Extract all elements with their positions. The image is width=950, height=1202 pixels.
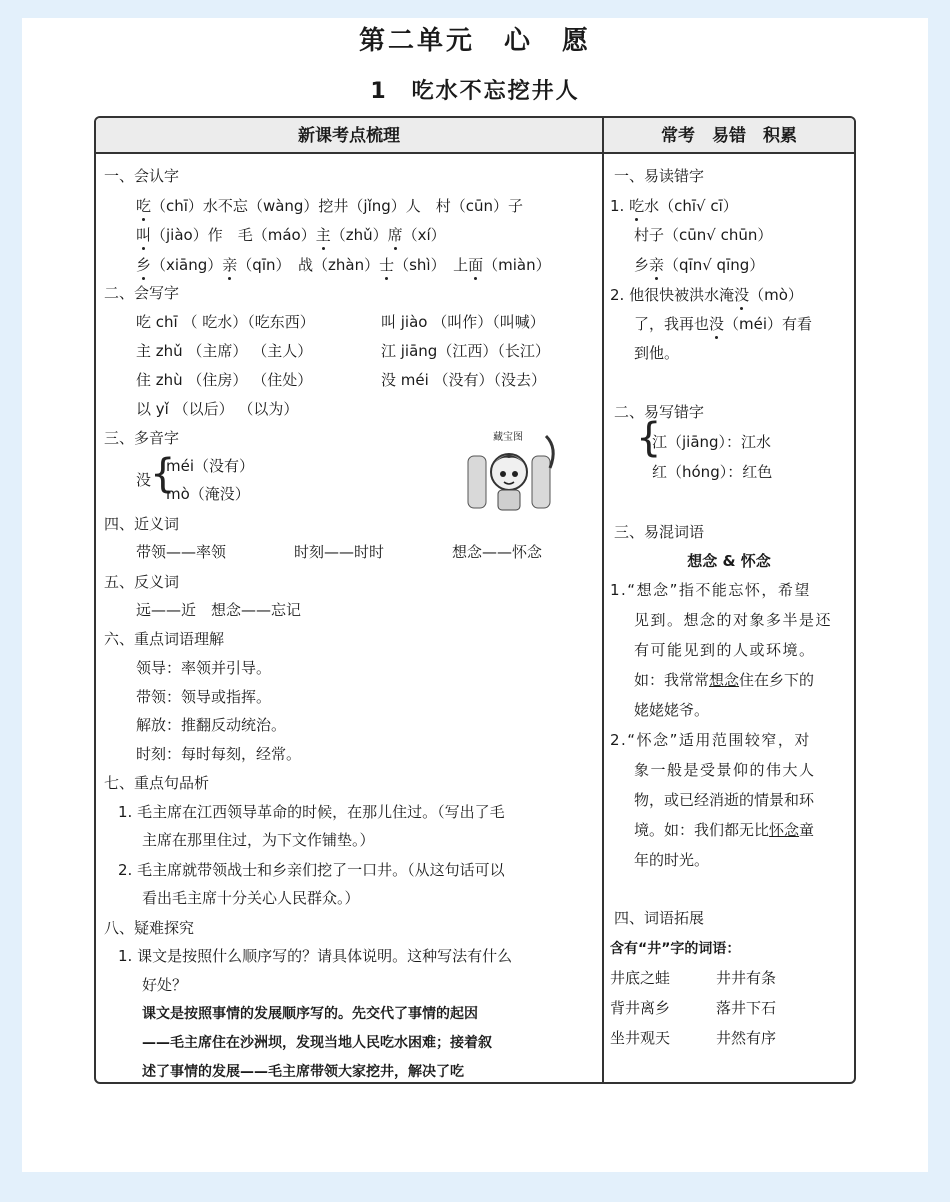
section-key-words-heading: 六、重点词语理解: [104, 630, 225, 648]
brace-icon: {: [150, 451, 176, 497]
idiom-item: 坐井观天: [610, 1029, 671, 1047]
confusing-para-2-example: 境。如：我们都无比怀念童: [634, 821, 815, 839]
confusing-subheading: 想念 & 怀念: [687, 552, 771, 570]
synonym-pair: 时刻——时时: [294, 543, 385, 561]
right-column-header: 常考 易错 积累: [604, 118, 854, 154]
mascot-label: 藏宝图: [493, 432, 523, 443]
inquiry-answer-line: 课文是按照事情的发展顺序写的。先交代了事情的起因: [142, 1006, 478, 1022]
sentence-item-2: 2. 毛主席就带领战士和乡亲们挖了一口井。（从这句话可以: [118, 861, 505, 879]
section-expand-heading: 四、词语拓展: [614, 909, 705, 927]
confusing-para-2: 物，或已经消逝的情景和环: [634, 791, 815, 809]
inquiry-answer-line: ——毛主席住在沙洲坝，发现当地人民吃水困难；接着叙: [142, 1035, 492, 1051]
section-confusing-heading: 三、易混词语: [614, 523, 705, 541]
section-polyphone-heading: 三、多音字: [104, 429, 180, 447]
section-inquiry-heading: 八、疑难探究: [104, 919, 195, 937]
section-write-heading: 二、会写字: [104, 284, 180, 302]
miswrite-item: 江（jiāng）：江水: [652, 433, 772, 451]
polyphone-reading-2: mò（淹没）: [166, 485, 250, 503]
inquiry-question-cont: 好处？: [142, 976, 188, 994]
section-miswrite-heading: 二、易写错字: [614, 403, 705, 421]
write-item: 没 méi （没有）（没去）: [381, 371, 547, 389]
left-column-header: 新课考点梳理: [96, 118, 602, 154]
miswrite-item: 红（hóng）：红色: [652, 463, 773, 481]
key-word-item: 解放：推翻反动统治。: [136, 716, 287, 734]
synonym-pair: 想念——怀念: [452, 543, 543, 561]
write-item: 主 zhǔ （主席） （主人）: [136, 342, 313, 360]
lesson-title: 1 吃水不忘挖井人: [370, 79, 580, 104]
misread-sentence-end: 到他。: [634, 344, 680, 362]
section-antonym-heading: 五、反义词: [104, 573, 180, 591]
brace-icon: {: [636, 415, 662, 461]
treasure-map-mascot-icon: [462, 426, 562, 516]
confusing-para-1: 有可能见到的人或环境。: [634, 641, 816, 659]
sentence-item-1: 1. 毛主席在江西领导革命的时候，在那儿住过。（写出了毛: [118, 803, 505, 821]
unit-title: 第二单元 心 愿: [358, 26, 591, 56]
idiom-item: 井然有序: [716, 1029, 777, 1047]
write-item: 江 jiāng（江西）（长江）: [381, 342, 550, 360]
key-word-item: 带领：领导或指挥。: [136, 688, 272, 706]
sentence-item-1-note: 主席在那里住过，为下文作铺垫。）: [142, 831, 375, 849]
misread-sentence-cont: 了，我再也没（méi）有看: [634, 315, 813, 333]
recognize-row-1: 吃（chī）水不忘（wàng）挖井（jǐng）人 村（cūn）子: [136, 197, 524, 215]
inquiry-question: 1. 课文是按照什么顺序写的？请具体说明。这种写法有什么: [118, 947, 513, 965]
write-item: 叫 jiào （叫作）（叫喊）: [381, 313, 545, 331]
summary-table: [94, 116, 856, 1084]
antonym-pairs: 远——近 想念——忘记: [136, 601, 302, 619]
confusing-para-2-end: 年的时光。: [634, 851, 710, 869]
section-sentence-heading: 七、重点句品析: [104, 774, 210, 792]
confusing-para-1-example: 如：我常常想念住在乡下的: [634, 671, 815, 689]
key-word-item: 时刻：每时每刻，经常。: [136, 745, 302, 763]
sentence-item-2-note: 看出毛主席十分关心人民群众。）: [142, 889, 360, 907]
polyphone-char: 没: [136, 471, 152, 489]
idiom-item: 落井下石: [716, 999, 777, 1017]
idiom-item: 井井有条: [716, 969, 777, 987]
section-misread-heading: 一、易读错字: [614, 167, 705, 185]
confusing-para-1: 1.“想念”指不能忘怀，希望: [610, 581, 811, 599]
key-word-item: 领导：率领并引导。: [136, 659, 272, 677]
misread-item-1: 1. 吃水（chī√ cī）: [610, 197, 738, 215]
confusing-para-2: 2.“怀念”适用范围较窄，对: [610, 731, 811, 749]
recognize-row-3: 乡（xiāng）亲（qīn） 战（zhàn）士（shì） 上面（miàn）: [136, 256, 551, 274]
recognize-row-2: 叫（jiào）作 毛（máo）主（zhǔ）席（xí）: [136, 226, 446, 244]
column-divider: [602, 118, 604, 1082]
write-item: 住 zhù （住房） （住处）: [136, 371, 313, 389]
misread-item-3: 乡亲（qīn√ qīng）: [634, 256, 765, 274]
write-item: 以 yǐ （以后） （以为）: [136, 400, 299, 418]
misread-sentence: 2. 他很快被洪水淹没（mò）: [610, 286, 803, 304]
write-item: 吃 chī （ 吃水）（吃东西）: [136, 313, 315, 331]
section-synonym-heading: 四、近义词: [104, 515, 180, 533]
idiom-item: 井底之蛙: [610, 969, 671, 987]
confusing-para-2: 象一般是受景仰的伟大人: [634, 761, 816, 779]
inquiry-answer-line: 述了事情的发展——毛主席带领大家挖井，解决了吃: [142, 1064, 464, 1080]
synonym-pair: 带领——率领: [136, 543, 227, 561]
expand-subheading: 含有“井”字的词语：: [610, 941, 741, 957]
section-recognize-heading: 一、会认字: [104, 167, 180, 185]
misread-item-2: 村子（cūn√ chūn）: [634, 226, 773, 244]
polyphone-reading-1: méi（没有）: [166, 457, 255, 475]
confusing-para-1-end: 姥姥姥爷。: [634, 701, 710, 719]
confusing-para-1: 见到。想念的对象多半是还: [634, 611, 833, 629]
idiom-item: 背井离乡: [610, 999, 671, 1017]
